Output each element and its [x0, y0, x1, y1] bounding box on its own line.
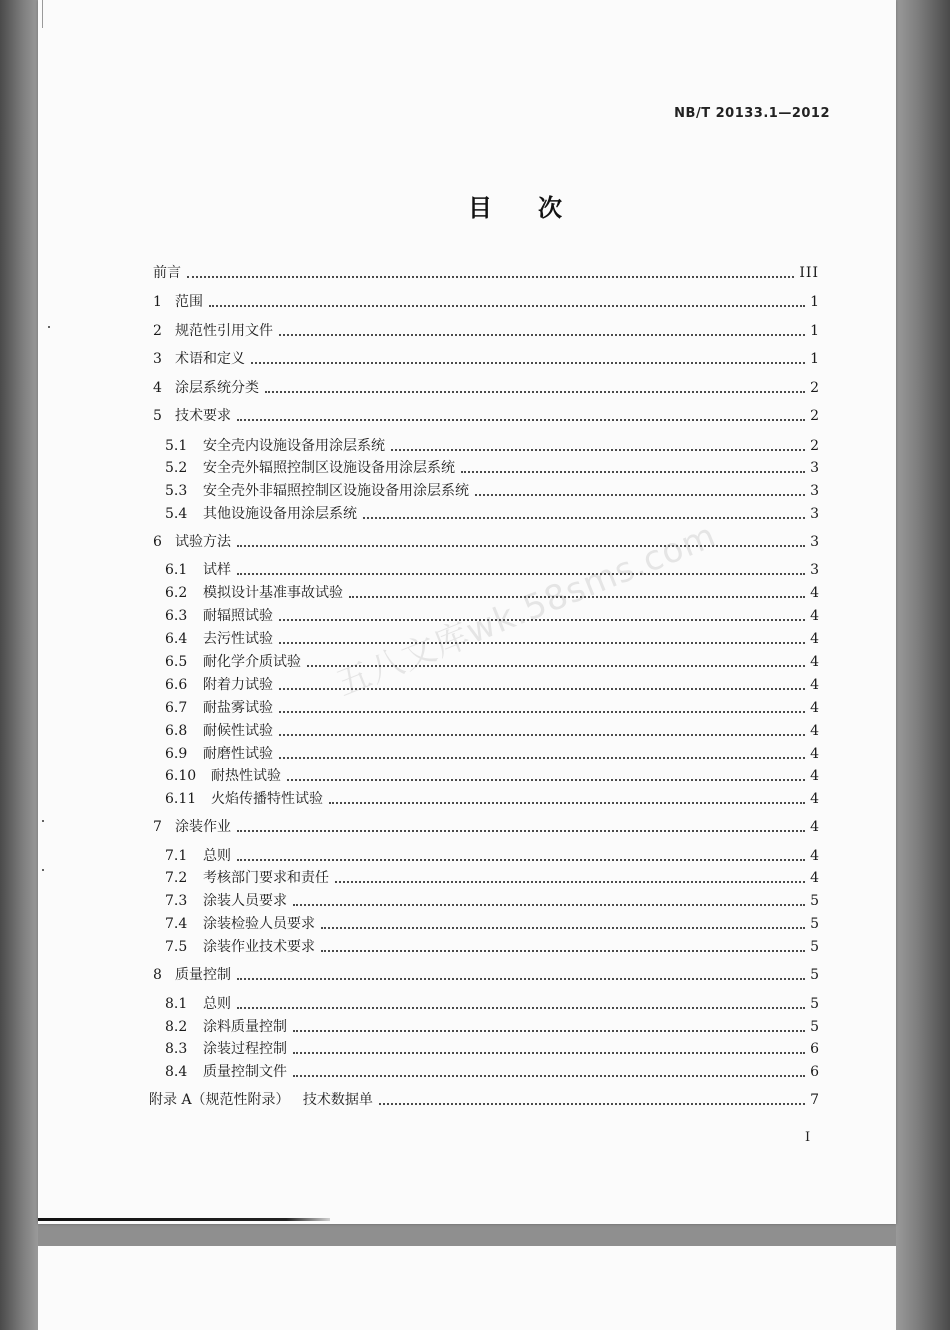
toc-entry-page: 5 — [810, 916, 819, 932]
toc-entry-label: 质量控制 — [175, 967, 231, 983]
toc-entry-number: 8.1 — [165, 996, 188, 1012]
toc-dot-leader — [329, 801, 805, 804]
toc-entry-label: 涂层系统分类 — [175, 380, 259, 396]
toc-entry-label: 试样 — [203, 562, 231, 578]
toc-entry-label: 涂装检验人员要求 — [203, 916, 315, 932]
toc-entry-page: 4 — [810, 723, 819, 739]
toc-entry-number: 7.3 — [165, 893, 188, 909]
toc-entry-label: 涂装人员要求 — [203, 893, 287, 909]
toc-entry-page: 3 — [810, 534, 819, 550]
toc-dot-leader — [279, 333, 805, 336]
toc-dot-leader — [335, 880, 805, 883]
scan-speck — [48, 326, 50, 328]
toc-entry-number: 6.5 — [165, 654, 188, 670]
toc-dot-leader — [279, 733, 805, 736]
toc-entry-page: 5 — [810, 939, 819, 955]
toc-entry-page: 5 — [810, 1019, 819, 1035]
toc-entry-label: 前言 — [153, 265, 181, 281]
toc-entry-number: 6.4 — [165, 631, 188, 647]
toc-dot-leader — [475, 493, 805, 496]
toc-entry-number: 4 — [153, 380, 162, 396]
bottom-rule — [38, 1218, 330, 1221]
toc-entry-page: 3 — [810, 483, 819, 499]
toc-dot-leader — [237, 572, 805, 575]
toc-entry[interactable] — [153, 318, 819, 340]
toc-entry-page: 2 — [810, 438, 819, 454]
toc-entry-number: 6 — [153, 534, 162, 550]
page-title: 目次 — [468, 194, 608, 222]
toc-entry[interactable] — [165, 672, 819, 694]
toc-entry[interactable] — [165, 865, 819, 887]
toc-entry-label: 涂料质量控制 — [203, 1019, 287, 1035]
toc-entry-page: 4 — [810, 870, 819, 886]
toc-entry-number: 6.2 — [165, 585, 188, 601]
toc-entry-page: 2 — [810, 380, 819, 396]
toc-entry-number: 1 — [153, 294, 162, 310]
toc-dot-leader — [279, 641, 805, 644]
toc-entry-number: 7.5 — [165, 939, 188, 955]
toc-entry[interactable] — [153, 814, 819, 836]
toc-entry-page: 4 — [810, 677, 819, 693]
toc-entry-label: 耐磨性试验 — [203, 746, 273, 762]
toc-entry[interactable] — [165, 455, 819, 477]
toc-entry[interactable] — [165, 718, 819, 740]
toc-entry[interactable] — [165, 433, 819, 455]
toc-entry[interactable] — [165, 888, 819, 910]
toc-entry-label: 技术要求 — [175, 408, 231, 424]
toc-entry-page: 4 — [810, 746, 819, 762]
toc-dot-leader — [293, 1051, 805, 1054]
toc-entry-label: 涂装作业技术要求 — [203, 939, 315, 955]
toc-dot-leader — [293, 1074, 805, 1077]
toc-entry-label: 涂装作业 — [175, 819, 231, 835]
toc-entry-page: 4 — [810, 768, 819, 784]
watermark: 五八文库wk.58sms.com — [330, 515, 722, 705]
toc-entry[interactable] — [165, 649, 819, 671]
toc-entry-page: 5 — [810, 996, 819, 1012]
toc-entry-page: III — [799, 265, 819, 281]
toc-entry-page: 3 — [810, 506, 819, 522]
toc-entry-number: 6.11 — [165, 791, 197, 807]
toc-entry-number: 8 — [153, 967, 162, 983]
toc-entry-label: 范围 — [175, 294, 203, 310]
toc-entry-page: 4 — [810, 608, 819, 624]
toc-entry-label: 试验方法 — [175, 534, 231, 550]
toc-entry-number: 6.1 — [165, 562, 188, 578]
toc-entry-number: 6.9 — [165, 746, 188, 762]
toc-entry[interactable] — [165, 991, 819, 1013]
toc-entry-number: 5 — [153, 408, 162, 424]
toc-entry-number: 5.4 — [165, 506, 188, 522]
toc-entry-label: 耐热性试验 — [211, 768, 281, 784]
toc-entry[interactable] — [153, 289, 819, 311]
toc-entry-number: 6.10 — [165, 768, 197, 784]
toc-dot-leader — [237, 1006, 805, 1009]
toc-entry-page: 6 — [810, 1041, 819, 1057]
toc-entry-label: 耐盐雾试验 — [203, 700, 273, 716]
toc-entry-label: 模拟设计基准事故试验 — [203, 585, 343, 601]
toc-entry[interactable] — [165, 763, 819, 785]
toc-entry-number: 6.7 — [165, 700, 188, 716]
toc-dot-leader — [251, 361, 805, 364]
toc-entry[interactable] — [153, 346, 819, 368]
toc-entry-label: 涂装过程控制 — [203, 1041, 287, 1057]
toc-entry[interactable] — [153, 403, 819, 425]
toc-entry-number: 7 — [153, 819, 162, 835]
toc-entry[interactable] — [149, 1087, 819, 1109]
toc-entry-label: 质量控制文件 — [203, 1064, 287, 1080]
toc-dot-leader — [363, 516, 805, 519]
toc-entry[interactable] — [165, 1036, 819, 1058]
toc-entry[interactable] — [153, 260, 819, 282]
toc-entry-label: 考核部门要求和责任 — [203, 870, 329, 886]
toc-entry-page: 3 — [810, 562, 819, 578]
toc-entry-number: 8.2 — [165, 1019, 188, 1035]
toc-entry[interactable] — [153, 962, 819, 984]
toc-entry-number: 8.4 — [165, 1064, 188, 1080]
toc-dot-leader — [293, 1029, 805, 1032]
toc-entry-number: 7.2 — [165, 870, 188, 886]
toc-entry-label: 安全壳外辐照控制区设施设备用涂层系统 — [203, 460, 455, 476]
toc-entry-page: 2 — [810, 408, 819, 424]
toc-entry[interactable] — [165, 843, 819, 865]
toc-entry-label: 耐候性试验 — [203, 723, 273, 739]
toc-entry[interactable] — [165, 786, 819, 808]
toc-dot-leader — [279, 756, 805, 759]
toc-entry[interactable] — [165, 478, 819, 500]
toc-dot-leader — [237, 858, 805, 861]
toc-entry-page: 1 — [810, 351, 819, 367]
toc-dot-leader — [321, 926, 805, 929]
toc-entry-label: 耐化学介质试验 — [203, 654, 301, 670]
toc-entry-page: 1 — [810, 294, 819, 310]
page-folio: I — [805, 1130, 811, 1145]
toc-entry-page: 4 — [810, 631, 819, 647]
toc-entry[interactable] — [165, 741, 819, 763]
toc-entry-label: 安全壳内设施设备用涂层系统 — [203, 438, 385, 454]
toc-entry-number: 5.2 — [165, 460, 188, 476]
toc-entry-number: 6.6 — [165, 677, 188, 693]
toc-entry[interactable] — [165, 557, 819, 579]
toc-entry-page: 4 — [810, 700, 819, 716]
toc-entry-number: 7.1 — [165, 848, 188, 864]
toc-entry[interactable] — [165, 695, 819, 717]
next-document-page — [38, 1246, 896, 1330]
toc-dot-leader — [379, 1102, 805, 1105]
toc-entry[interactable] — [165, 911, 819, 933]
toc-entry-page: 1 — [810, 323, 819, 339]
scan-speck — [42, 869, 44, 871]
toc-entry-number: 3 — [153, 351, 162, 367]
document-page — [38, 0, 896, 1224]
toc-entry-label: 术语和定义 — [175, 351, 245, 367]
scan-speck — [42, 820, 44, 822]
toc-entry-page: 5 — [810, 967, 819, 983]
toc-entry-page: 4 — [810, 791, 819, 807]
toc-dot-leader — [391, 448, 805, 451]
toc-dot-leader — [209, 304, 805, 307]
toc-entry-number: 5.3 — [165, 483, 188, 499]
toc-entry-label: 其他设施设备用涂层系统 — [203, 506, 357, 522]
toc-entry-number: 5.1 — [165, 438, 188, 454]
toc-entry-page: 4 — [810, 819, 819, 835]
toc-entry-label: 附着力试验 — [203, 677, 273, 693]
toc-dot-leader — [237, 418, 805, 421]
toc-entry-label: 去污性试验 — [203, 631, 273, 647]
toc-entry-page: 4 — [810, 848, 819, 864]
toc-dot-leader — [279, 710, 805, 713]
toc-entry[interactable] — [165, 1014, 819, 1036]
page-edge-mark — [42, 0, 43, 28]
toc-dot-leader — [237, 977, 805, 980]
toc-dot-leader — [187, 275, 794, 278]
toc-dot-leader — [461, 470, 805, 473]
toc-entry-label: 火焰传播特性试验 — [211, 791, 323, 807]
toc-entry-page: 5 — [810, 893, 819, 909]
toc-entry-page: 7 — [810, 1092, 819, 1108]
toc-entry[interactable] — [165, 934, 819, 956]
toc-dot-leader — [293, 903, 805, 906]
toc-entry-number: 8.3 — [165, 1041, 188, 1057]
toc-entry-number: 6.8 — [165, 723, 188, 739]
toc-entry-page: 3 — [810, 460, 819, 476]
toc-entry[interactable] — [165, 501, 819, 523]
toc-entry-page: 4 — [810, 654, 819, 670]
toc-entry-number: 6.3 — [165, 608, 188, 624]
toc-entry-label: 总则 — [203, 848, 231, 864]
standard-number: NB/T 20133.1—2012 — [674, 106, 830, 121]
toc-entry-label: 附录 A（规范性附录） 技术数据单 — [149, 1092, 373, 1108]
toc-entry[interactable] — [165, 1059, 819, 1081]
toc-entry-label: 安全壳外非辐照控制区设施设备用涂层系统 — [203, 483, 469, 499]
toc-entry-label: 耐辐照试验 — [203, 608, 273, 624]
toc-entry[interactable] — [153, 375, 819, 397]
toc-entry-number: 7.4 — [165, 916, 188, 932]
toc-dot-leader — [265, 390, 805, 393]
toc-dot-leader — [237, 829, 805, 832]
toc-entry-label: 总则 — [203, 996, 231, 1012]
toc-dot-leader — [321, 949, 805, 952]
toc-entry-number: 2 — [153, 323, 162, 339]
toc-dot-leader — [287, 778, 805, 781]
toc-entry-page: 4 — [810, 585, 819, 601]
viewer-background-left — [0, 0, 38, 1330]
toc-entry-label: 规范性引用文件 — [175, 323, 273, 339]
toc-entry-page: 6 — [810, 1064, 819, 1080]
